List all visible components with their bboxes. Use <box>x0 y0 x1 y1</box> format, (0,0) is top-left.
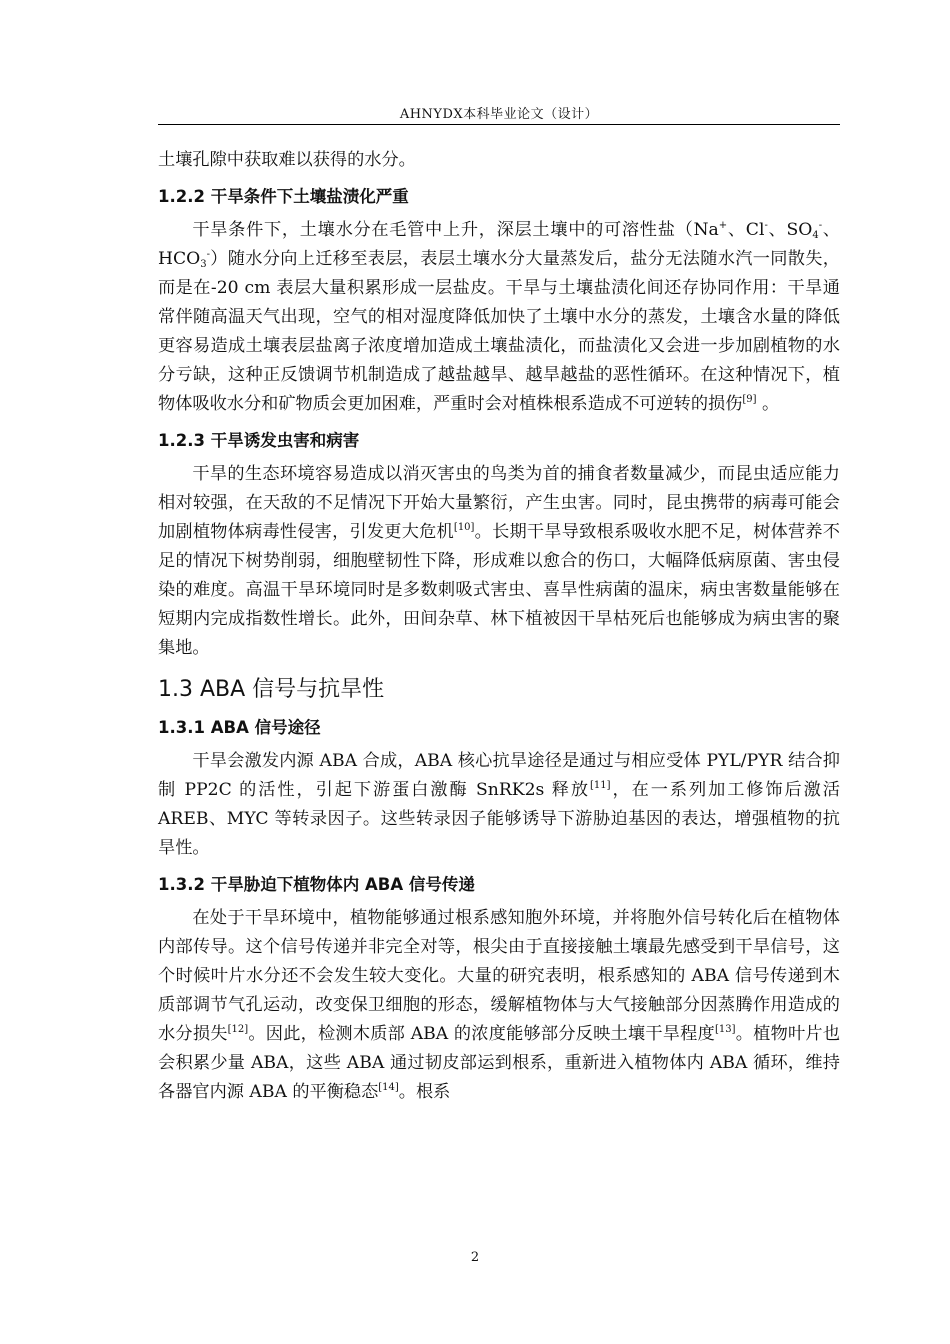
superscript: - <box>818 220 823 231</box>
text-run: 干旱的生态环境容易造成以消灭害虫的鸟类为首的捕食者数量减少，而昆虫适应能力相对较强，在天敌的不足情况下开始大量繁衍，产生虫害。同时，昆虫携带的病毒可能会加剧植物体病毒性侵害，引发更大危机 <box>158 464 840 542</box>
citation-ref: [13] <box>715 1024 736 1035</box>
header-rule <box>158 124 840 125</box>
body-content <box>158 146 840 1107</box>
heading-1-3-1: 1.3.1 ABA 信号途径 <box>158 718 321 737</box>
text-run: 、SO <box>767 220 813 240</box>
text-run: 、HCO <box>158 220 840 269</box>
heading-1-3: 1.3 ABA 信号与抗旱性 <box>158 677 385 702</box>
heading-1-3-2: 1.3.2 干旱胁迫下植物体内 ABA 信号传递 <box>158 875 475 894</box>
heading-1-2-3: 1.2.3 干旱诱发虫害和病害 <box>158 431 360 450</box>
text-run: 干旱会激发内源 ABA 合成，ABA 核心抗旱途径是通过与相应受体 PYL/PYR 结合抑制 PP2C 的活性，引起下游蛋白激酶 SnRK2s 释放 <box>158 751 840 800</box>
superscript: - <box>206 249 210 260</box>
paragraph-continuation: 土壤孔隙中获取难以获得的水分。 <box>158 150 416 170</box>
heading-1-2-2: 1.2.2 干旱条件下土壤盐渍化严重 <box>158 187 409 206</box>
superscript: + <box>718 220 728 231</box>
subscript: 3 <box>200 259 207 270</box>
text-run: 、Cl <box>727 220 765 240</box>
superscript: - <box>764 220 768 231</box>
text-run: ）随水分向上迁移至表层，表层土壤水分大量蒸发后，盐分无法随水汽一同散失，而是在-20 cm 表层大量积累形成一层盐皮。干旱与土壤盐渍化间还存协同作用：干旱通常伴随高温天气出现，空气的相对湿度降低加快了土壤中水分的蒸发，土壤含水量的降低更容易造成土壤表层盐离子浓度增加造成土壤盐渍化，而盐渍化又会进一步加剧植物的水分亏缺，这种正反馈调节机制造成了越盐越旱、越旱越盐的恶性循环。在这种情况下，植物体吸收水分和矿物质会更加困难，严重时会对植株根系造成不可逆转的损伤 <box>158 249 840 414</box>
citation-ref: [12] <box>227 1024 249 1035</box>
citation-ref: [11] <box>590 780 611 791</box>
text-run: 。植物叶片也会积累少量 ABA，这些 ABA 通过韧皮部运到根系，重新进入植物体内 ABA 循环，维持各器官内源 ABA 的平衡稳态 <box>158 1024 840 1102</box>
paragraph-pests <box>158 460 840 663</box>
subscript: 4 <box>812 230 819 241</box>
paragraph-aba-signal <box>158 904 840 1107</box>
citation-ref: [10] <box>453 522 475 533</box>
text-run: 。根系 <box>398 1082 451 1102</box>
text-run: 。 <box>756 394 780 414</box>
text-run: 。因此，检测木质部 ABA 的浓度能够部分反映土壤干旱程度 <box>248 1024 715 1044</box>
text-run: 干旱条件下，土壤水分在毛管中上升，深层土壤中的可溶性盐（Na <box>192 220 719 240</box>
page-number: 2 <box>470 1250 480 1265</box>
paragraph-salinization <box>158 216 840 419</box>
text-run: 。长期干旱导致根系吸收水肥不足，树体营养不足的情况下树势削弱，细胞壁韧性下降，形成难以愈合的伤口，大幅降低病原菌、害虫侵染的难度。高温干旱环境同时是多数刺吸式害虫、喜旱性病菌的温床，病虫害数量能够在短期内完成指数性增长。此外，田间杂草、林下植被因干旱枯死后也能够成为病虫害的聚集地。 <box>158 522 840 658</box>
citation-ref: [9] <box>742 394 757 405</box>
citation-ref: [14] <box>378 1082 399 1093</box>
text-run: ，在一系列加工修饰后激活 AREB、MYC 等转录因子。这些转录因子能够诱导下游胁迫基因的表达，增强植物的抗旱性。 <box>158 780 840 858</box>
text-run: 在处于干旱环境中，植物能够通过根系感知胞外环境，并将胞外信号转化后在植物体内部传导。这个信号传递并非完全对等，根尖由于直接接触土壤最先感受到干旱信号，这个时候叶片水分还不会发生较大变化。大量的研究表明，根系感知的 ABA 信号传递到木质部调节气孔运动，改变保卫细胞的形态，缓解植物体与大气接触部分因蒸腾作用造成的水分损失 <box>158 908 840 1044</box>
running-header: AHNYDX本科毕业论文（设计） <box>399 107 599 122</box>
paragraph-aba-pathway <box>158 747 840 863</box>
